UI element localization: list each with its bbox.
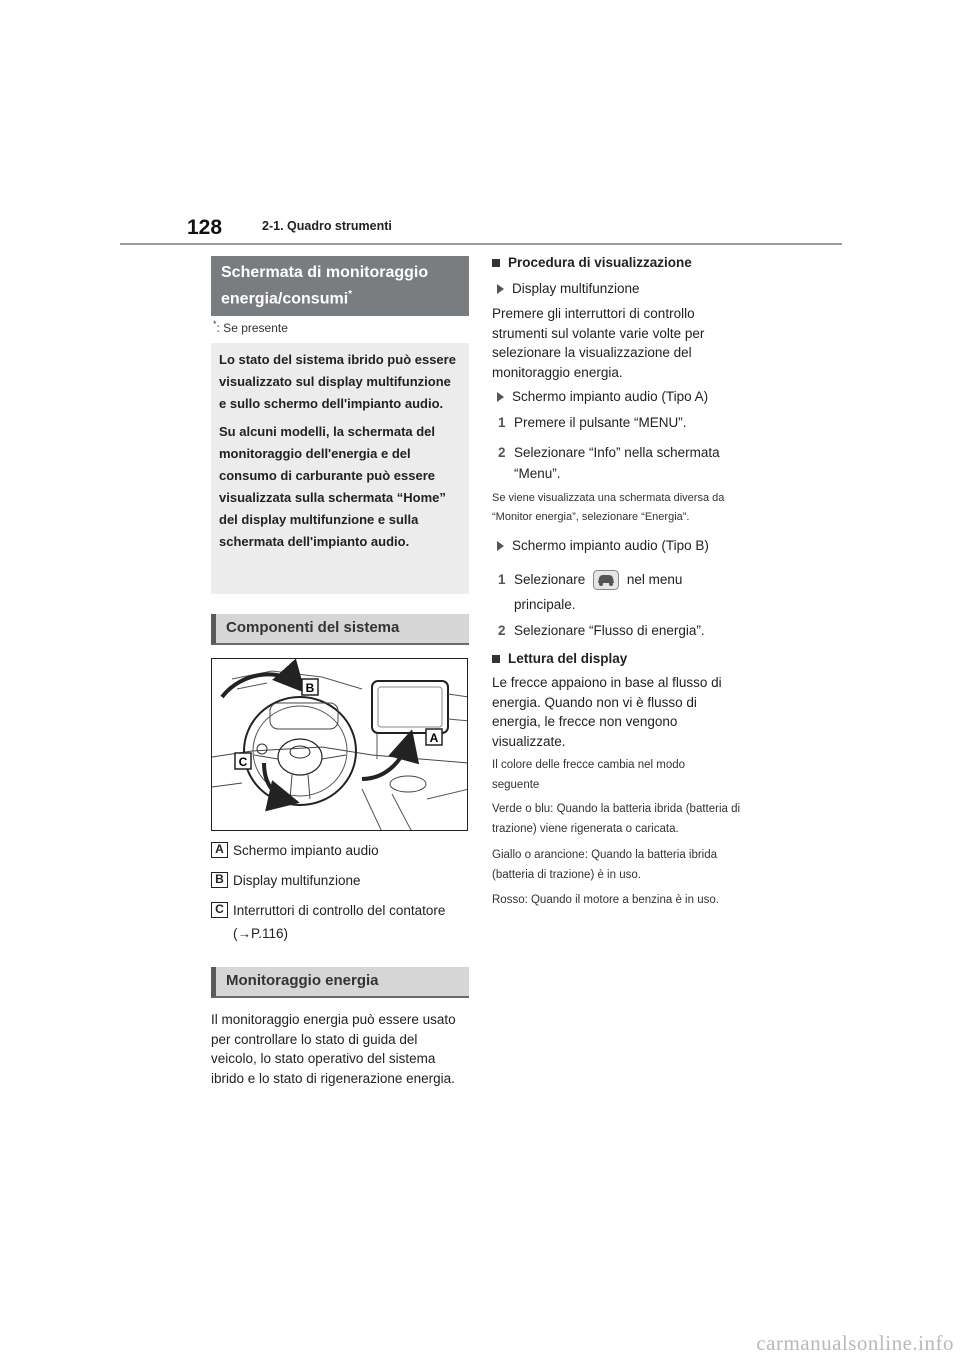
page-number: 128: [187, 216, 223, 239]
header-divider: [120, 243, 842, 245]
dashboard-drawing: [212, 659, 468, 831]
procedure-step: [498, 567, 738, 617]
procedure-step: [498, 442, 738, 484]
procedure-paragraph: Premere gli interruttori di controllo strumenti sul volante varie volte per selezionare la visualizzazione del monitoraggio energia.: [492, 306, 705, 380]
reading-heading: [492, 651, 627, 666]
procedure-item-text: Display multifunzione: [512, 281, 640, 296]
section-heading-text: Schermata di monitoraggio energia/consumi: [221, 264, 429, 308]
step-text: Premere il pulsante “MENU”.: [514, 415, 687, 430]
step-text: nel menu principale.: [514, 572, 683, 612]
legend-key: B: [211, 872, 228, 888]
procedure-heading-text: Procedura di visualizzazione: [508, 255, 692, 270]
chapter-title: 2-1. Quadro strumenti: [262, 219, 392, 233]
reading-heading-text: Lettura del display: [508, 651, 628, 666]
watermark: carmanualsonline.info: [756, 1331, 954, 1355]
arrow-icon: [497, 541, 504, 551]
legend-text: Display multifunzione: [233, 872, 361, 888]
procedure-item-text: Schermo impianto audio (Tipo B): [512, 538, 709, 553]
footnote: [213, 319, 288, 335]
steering-wheel: [244, 697, 356, 805]
step-number: 2: [498, 445, 506, 460]
procedure-step: [498, 623, 743, 638]
reading-note: Giallo o arancione: Quando la batteria ibrida (batteria di trazione) è in uso.: [492, 849, 718, 881]
procedure-note: Se viene visualizzata una schermata diversa da “Monitor energia”, selezionare “Energia”.: [492, 492, 725, 523]
figure-label-c: C: [238, 755, 248, 769]
legend-item: [211, 872, 361, 888]
legend-key: A: [211, 842, 228, 858]
page-reference[interactable]: (→P.116): [233, 926, 289, 941]
summary-paragraph: Su alcuni modelli, la schermata del monitoraggio dell'energia e del consumo di carburante può essere visualizzata sulla schermata “Home” del display multifunzione e sulla schermata dell'impianto audio.: [219, 424, 446, 549]
reading-paragraph: Le frecce appaiono in base al flusso di energia. Quando non vi è flusso di energia, le frecce non vengono visualizzate.: [492, 675, 722, 749]
step-text: Selezionare “Info” nella schermata “Menu”.: [514, 445, 720, 481]
procedure-step: [498, 415, 743, 430]
section-heading-energy: Monitoraggio energia: [211, 967, 469, 998]
legend-item: [211, 902, 445, 918]
legend-key: C: [211, 902, 228, 918]
footnote-mark: *: [213, 319, 217, 329]
summary-box: [211, 343, 469, 594]
procedure-heading: [492, 255, 692, 270]
legend-text: Schermo impianto audio: [233, 842, 379, 858]
arrow-icon: [497, 392, 504, 402]
footnote-text: : Se presente: [216, 321, 288, 335]
asterisk-mark: *: [348, 289, 353, 300]
step-text: Selezionare “Flusso di energia”.: [514, 623, 705, 638]
step-number: 1: [498, 572, 506, 587]
figure-label-a: A: [429, 731, 439, 745]
summary-paragraph: Lo stato del sistema ibrido può essere visualizzato sul display multifunzione e sullo schermo dell'impianto audio.: [219, 352, 456, 411]
energy-monitor-paragraph: Il monitoraggio energia può essere usato per controllare lo stato di guida del veicolo, lo stato operativo del sistema ibrido e lo stato di rigenerazione energia.: [211, 1012, 456, 1086]
section-heading-energy-monitor: [211, 256, 469, 316]
reading-note: Rosso: Quando il motore a benzina è in uso.: [492, 894, 719, 906]
reading-note: Il colore delle frecce cambia nel modo seguente: [492, 759, 686, 791]
square-bullet-icon: [492, 655, 500, 663]
reading-note: Verde o blu: Quando la batteria ibrida (batteria di trazione) viene rigenerata o caricata.: [492, 803, 741, 835]
step-text: Selezionare: [514, 572, 586, 587]
legend-item: [211, 842, 379, 858]
arrow-icon: [497, 284, 504, 294]
car-icon: [593, 570, 619, 590]
arrow-to-display: [222, 674, 300, 697]
section-heading-components: Componenti del sistema: [211, 614, 469, 645]
procedure-item: [492, 281, 640, 296]
square-bullet-icon: [492, 259, 500, 267]
procedure-item: [492, 389, 708, 404]
procedure-item-text: Schermo impianto audio (Tipo A): [512, 389, 709, 404]
dashboard-illustration: [211, 658, 468, 831]
step-number: 1: [498, 415, 506, 430]
legend-text: Interruttori di controllo del contatore: [233, 902, 446, 918]
audio-screen-drawing: [372, 681, 448, 733]
figure-label-b: B: [305, 681, 315, 695]
step-number: 2: [498, 623, 506, 638]
procedure-item: [492, 538, 709, 553]
